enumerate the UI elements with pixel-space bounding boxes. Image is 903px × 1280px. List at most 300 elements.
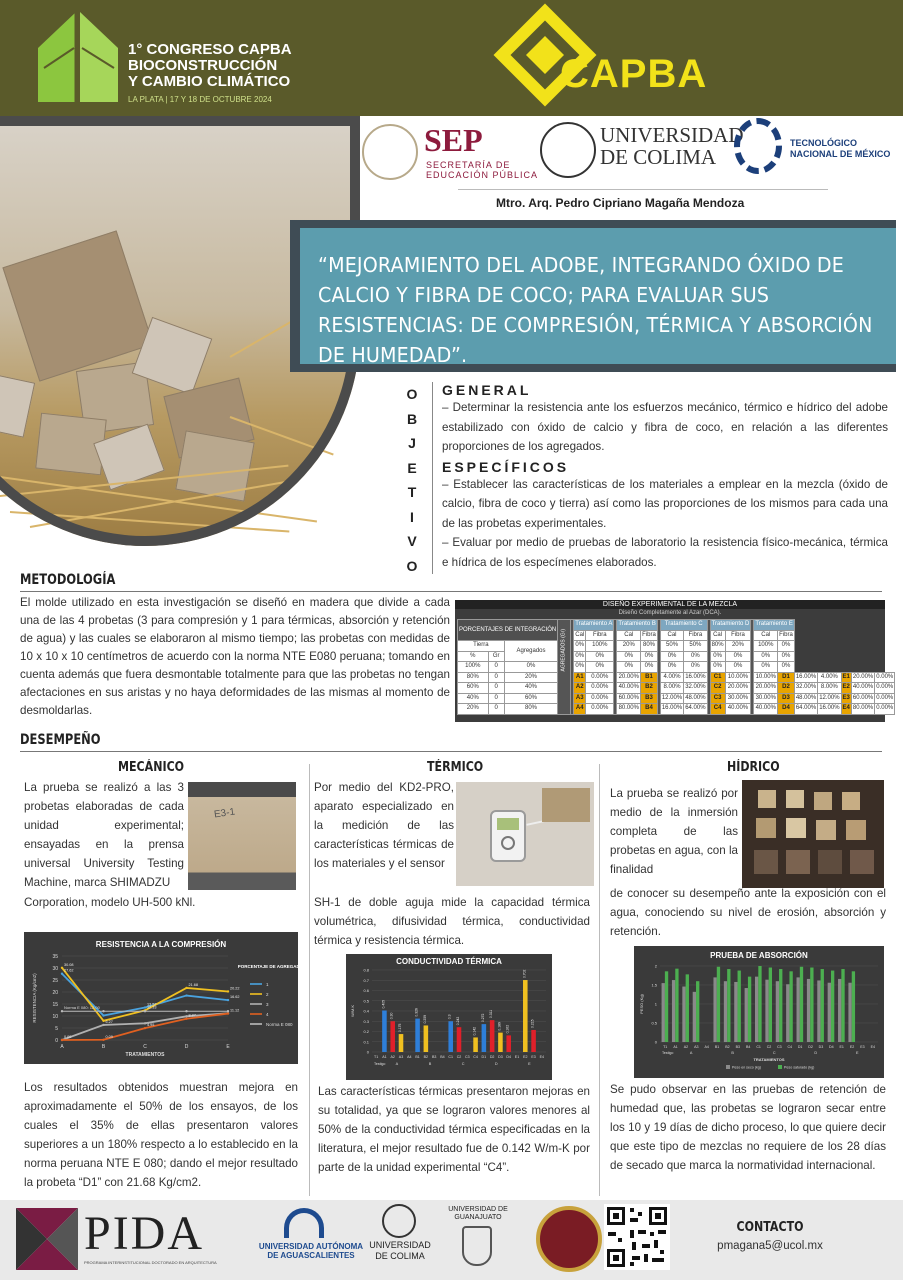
ugto-line1: UNIVERSIDAD DE (448, 1206, 508, 1213)
group-label: D (814, 1051, 818, 1055)
bar (686, 974, 689, 1042)
fibra-header: Fibra (725, 630, 751, 641)
x-tick-label: A2 (390, 1055, 395, 1059)
y-tick-label: 0.1 (363, 1039, 369, 1045)
data-label: 0.09 (105, 1034, 113, 1039)
data-label: 30.08 (64, 962, 74, 967)
y-tick-label: 0 (55, 1038, 58, 1044)
congress-title (128, 42, 292, 108)
x-tick-label: C (143, 1044, 147, 1050)
data-point (144, 1010, 146, 1012)
bar (415, 1019, 420, 1052)
bar (457, 1027, 462, 1052)
treatment-c-header: Tratamiento C (660, 620, 707, 631)
x-tick-label: A4 (407, 1055, 412, 1059)
data-label: 0.311 (489, 1009, 494, 1019)
sample-block (758, 790, 776, 808)
fibra-value: 0.00% (875, 693, 895, 704)
udc-line1: UNIVERSIDAD (369, 1240, 431, 1250)
x-tick-label: B1 (415, 1055, 420, 1059)
tecnm-line1: TECNOLÓGICO (790, 138, 857, 148)
device-dial (501, 836, 515, 850)
methodology-text: El molde utilizado en esta investigación se diseñó en madera que divide a cada una de las 4 probetas (3 para compresión y 1 para térmicas, absorción y retención de agua) y las cuales se elaboraron al mismo tiempo; las probetas con medidas de 10 x 10 x 10 centímetros de acuerdo con la norma NTE E080 peruana; tomando en cuenta además que fuera desmontable totalmente para que las probetas no tengan afectaciones en sus aristas y no haya deformidades de las mismas al momento de desmoldarlas. (20, 596, 450, 717)
data-label: 11.12 (230, 1008, 240, 1013)
legend-label: Peso saturado (kg) (784, 1065, 815, 1070)
mix-code: A1 (574, 672, 586, 683)
group-label: E (855, 1051, 859, 1055)
cal-pct: 0% (574, 641, 586, 652)
cal-header: Cal (754, 630, 778, 641)
x-tick-label: D4 (828, 1045, 834, 1049)
bar (498, 1033, 503, 1052)
fibra-value: 30.00% (754, 693, 778, 704)
y-tick-label: 1 (654, 1001, 657, 1007)
mix-code: B1 (641, 672, 658, 683)
data-point (102, 1020, 104, 1022)
mix-code: B2 (641, 683, 658, 694)
bar (523, 980, 528, 1052)
fibra-pct: 100% (586, 641, 614, 652)
chart-title: CONDUCTIVIDAD TÉRMICA (396, 957, 502, 966)
objetivo-letter: T (407, 484, 417, 500)
hidrico-text-1: La prueba se realizó por medio de la inmersión completa de las probetas en agua, con la finalidad (610, 787, 738, 876)
fibra-header: Fibra (684, 630, 707, 641)
data-point (102, 1039, 104, 1041)
mix-code: A3 (574, 693, 586, 704)
table-cell: 100% (458, 662, 489, 673)
sample-block (754, 850, 778, 874)
series-line (62, 968, 228, 1021)
general-text: – Determinar la resistencia ante los esfuerzos mecánico, térmico e hídrico del adobe estabilizado con óxido de calcio y fibra de coco, en relación a las diferentes proporciones de los agregados. (442, 401, 888, 453)
bar (786, 984, 789, 1042)
pida-logo-text: PIDA (84, 1207, 205, 1260)
fibra-value: 40.00% (754, 704, 778, 715)
mix-code: A4 (574, 704, 586, 715)
table-cell: 0 (488, 662, 504, 673)
cal-header: Cal (660, 630, 683, 641)
header-banner (0, 0, 903, 116)
y-tick-label: 0.5 (651, 1020, 657, 1026)
device-body (490, 810, 526, 862)
y-tick-label: 0 (654, 1039, 657, 1045)
x-tick-label: C1 (756, 1045, 761, 1049)
udc-line2: DE COLIMA (375, 1251, 425, 1261)
cal-value: 20.00% (725, 683, 751, 694)
x-tick-label: C1 (448, 1055, 454, 1059)
mix-code: E3 (841, 693, 851, 704)
cal-value: 10.00% (725, 672, 751, 683)
cal-value: 40.00% (725, 704, 751, 715)
table-row (458, 672, 895, 683)
sample-block (786, 818, 806, 838)
bar (758, 966, 761, 1042)
sep-subtitle (426, 160, 538, 180)
data-label: 0.405 (381, 999, 386, 1009)
bar (817, 980, 820, 1042)
data-point (144, 1022, 146, 1024)
column-divider (309, 764, 310, 1196)
data-point (227, 1010, 229, 1012)
tierra-header: Tierra (458, 641, 505, 652)
cal-value: 0.00% (586, 672, 614, 683)
data-point (185, 1015, 187, 1017)
y-tick-label: 0.4 (363, 1008, 369, 1014)
title-box (290, 220, 896, 372)
sample-block (850, 850, 874, 874)
chart-title: RESISTENCIA A LA COMPRESIÓN (95, 940, 227, 949)
legend-title: PORCENTAJE DE AGREGADOS (237, 964, 307, 969)
fibra-value: 4.00% (818, 672, 841, 683)
bar (789, 971, 792, 1042)
sample-block (814, 792, 832, 810)
fibra-value: 12.00% (818, 693, 841, 704)
legend-swatch (778, 1065, 782, 1069)
mix-table-grid: PORCENTAJES DE INTEGRACIÓN AGREGADOS (Gr) Tratamiento A Tratamiento B Tratamiento C Tratamiento D Tratamiento E Cal Fibra Cal Fibra Cal Fibra Cal Fibra Cal Fibra Tierra Agregados 0% 100% 20% 80% 50% 50% 80% 20% 100% 0% % Gr 0% 0% 0% 0% 0% 0% 0% 0% 0% 0% 100% 0 0% 0% 0% 0% 0% 0% 0% 0% 0% 0% 0% 80% 0 20% A1 0.00% 20.00% B1 4.00% 16.00% C1 10.00% 10.00% D1 16.00% 4.00% E1 20.00% 0.00% 60% 0 40% A2 0.00% 40.00% B2 8.00% 32.00% C2 20.00% 20.00% D2 32.00% 8.00% E2 40.00% 0.00% 40% 0 60% A3 0.00% 60.00% B3 12.00% 48.00% C3 30.00% 30.00% D3 48.00% 12.00% E3 60.00% 0.00% 20% 0 80% A4 0.00% 80.00% B4 16.00% 64.00% C4 40.00% 40.00% D4 64.00% 16.00% E4 80.00% 0.00% (457, 619, 895, 715)
integration-header: PORCENTAJES DE INTEGRACIÓN (458, 620, 558, 641)
table-cell: 0 (488, 683, 504, 694)
performance-heading: DESEMPEÑO (20, 732, 101, 748)
termico-text-2: SH-1 de doble aguja mide la capacidad térmica volumétrica, difusividad térmica, conductividad térmica y resistencia térmica. (314, 896, 590, 947)
sample-block (786, 790, 804, 808)
bar (852, 971, 855, 1042)
group-label: E (528, 1062, 531, 1066)
data-label: 0.189 (497, 1022, 502, 1031)
cal-value: 32.00% (794, 683, 817, 694)
x-tick-label: C4 (473, 1055, 478, 1059)
group-label: C (461, 1062, 465, 1066)
sep-logo-text: SEP (424, 122, 483, 158)
table-cell: 20% (458, 704, 489, 715)
mix-code: E4 (841, 704, 851, 715)
udec-seal-icon (540, 122, 596, 178)
legend-label: Peso en seco (kg) (732, 1065, 761, 1070)
mix-code: D1 (778, 672, 795, 683)
data-label: 16.62 (230, 995, 240, 1000)
fibra-value: 16.00% (684, 672, 707, 683)
data-point (144, 1006, 146, 1008)
bar (665, 971, 668, 1042)
performance-rule (20, 751, 882, 752)
x-tick-label: C3 (777, 1045, 782, 1049)
bar (807, 979, 810, 1042)
bar (797, 977, 800, 1042)
column-divider (599, 764, 600, 1196)
bar (482, 1024, 487, 1052)
compression-chart (24, 932, 307, 1064)
fibra-pct: 80% (641, 641, 658, 652)
table-cell: 0 (488, 672, 504, 683)
y-tick-label: 0.8 (363, 967, 369, 973)
absorption-samples-photo (742, 780, 884, 888)
cal-value: 48.00% (794, 693, 817, 704)
data-point (102, 1010, 104, 1012)
x-tick-label: E3 (531, 1055, 536, 1059)
conductivity-chart (346, 954, 552, 1080)
bar (745, 988, 748, 1042)
x-tick-label: E1 (514, 1055, 520, 1059)
data-label: 0.242 (456, 1016, 460, 1026)
data-label: 20.22 (230, 986, 240, 991)
capba-brand-text: CAPBA (560, 52, 708, 96)
x-tick-label: A3 (694, 1045, 699, 1049)
kd2-pro-device-photo (456, 782, 594, 886)
y-tick-label: 0.3 (363, 1018, 369, 1024)
bar (662, 983, 665, 1042)
data-label: 21.68 (188, 982, 199, 987)
data-label: 27.62 (64, 968, 74, 973)
x-tick-label: E4 (539, 1055, 545, 1059)
x-tick-label: T1 (663, 1045, 668, 1049)
bar (810, 968, 813, 1042)
y-tick-label: 10 (52, 1014, 58, 1020)
data-point (61, 973, 63, 975)
fibra-value: 40.00% (617, 683, 641, 694)
x-tick-label: C2 (456, 1055, 462, 1059)
sample-block (846, 820, 866, 840)
mecanico-text-2: Corporation, modelo UH-500 kNl. (24, 896, 196, 909)
bar (841, 969, 844, 1042)
agregados-header: Agregados (504, 641, 557, 662)
objetivo-vertical-label (404, 382, 420, 578)
fibra-value: 32.00% (684, 683, 707, 694)
bar (696, 981, 699, 1042)
mix-code: D2 (778, 683, 795, 694)
data-label: 0.215 (530, 1019, 535, 1028)
fibra-value: 0.00% (875, 672, 895, 683)
mix-code: A2 (574, 683, 586, 694)
table-cell: 80% (458, 672, 489, 683)
x-tick-label: A1 (382, 1055, 387, 1059)
y-tick-label: 20 (52, 990, 58, 996)
x-tick-label: D3 (818, 1045, 824, 1049)
group-label: D (494, 1062, 498, 1066)
congress-line2: BIOCONSTRUCCIÓN (128, 57, 278, 74)
conductivity-chart-svg (346, 954, 552, 1080)
x-tick-label: D2 (489, 1055, 495, 1059)
data-label: 13.52 (147, 1002, 157, 1007)
legend-label: 1 (266, 982, 269, 987)
data-label: 0.272 (480, 1013, 485, 1023)
x-tick-label: E4 (870, 1045, 876, 1049)
x-sub-label: Testigo (374, 1062, 386, 1066)
data-label: 0.175 (398, 1023, 402, 1033)
congress-line1: 1° CONGRESO CAPBA (128, 41, 292, 58)
mix-code: C1 (710, 672, 725, 683)
mix-code: C3 (710, 693, 725, 704)
x-tick-label: B1 (714, 1045, 720, 1049)
x-tick-label: A1 (673, 1045, 678, 1049)
fibra-value: 80.00% (617, 704, 641, 715)
termico-heading: TÉRMICO (427, 760, 484, 775)
table-cell: 40% (504, 683, 557, 694)
table-cell: 0% (504, 662, 557, 673)
table-cell: 60% (504, 693, 557, 704)
fibra-pct: 50% (684, 641, 707, 652)
cal-value: 16.00% (660, 704, 683, 715)
qr-code-icon[interactable] (604, 1204, 670, 1270)
mix-design-table (455, 600, 894, 722)
logos-divider (458, 189, 828, 190)
cal-value: 30.00% (725, 693, 751, 704)
x-tick-label: D3 (498, 1055, 503, 1059)
group-label: B (428, 1062, 432, 1066)
author-name: Mtro. Arq. Pedro Cipriano Magaña Mendoza (496, 196, 745, 210)
general-heading: GENERAL (442, 382, 532, 398)
bar (448, 1021, 453, 1052)
ugto-logo-text (440, 1206, 516, 1222)
bar (717, 967, 720, 1042)
data-label: 0.00 (64, 1035, 72, 1039)
data-point (227, 1012, 229, 1014)
x-tick-label: B2 (725, 1045, 730, 1049)
fibra-value: 0.00% (875, 704, 895, 715)
title-panel (300, 228, 896, 367)
fibra-value: 48.00% (684, 693, 707, 704)
cal-value: 40.00% (851, 683, 874, 694)
cal-header: Cal (710, 630, 725, 641)
table-cell: 80% (504, 704, 557, 715)
bar (828, 983, 831, 1042)
table-cell: 0 (488, 704, 504, 715)
bar (734, 982, 737, 1042)
compression-test-photo (188, 782, 296, 890)
x-tick-label: B4 (440, 1055, 445, 1059)
congress-line3: Y CAMBIO CLIMÁTICO (128, 73, 291, 90)
table-cell: 0 (488, 693, 504, 704)
data-point (102, 1014, 104, 1016)
data-point (227, 999, 229, 1001)
mecanico-text-1: La prueba se realizó a las 3 probetas elaboradas de cada unidad experimental; ensayadas en la prensa universal University Testing Machine, marca SHIMADZU (24, 781, 184, 889)
pida-logo-icon (16, 1208, 78, 1270)
fibra-value: 20.00% (754, 683, 778, 694)
bar (800, 967, 803, 1042)
objetivo-letter: O (406, 557, 418, 574)
table-cell: 60% (458, 683, 489, 694)
fibra-pct: 20% (725, 641, 751, 652)
data-label: 0.3 (447, 1014, 452, 1020)
uaa-line1: UNIVERSIDAD AUTÓNOMA (258, 1242, 364, 1251)
cal-pct: 100% (754, 641, 778, 652)
bar (738, 971, 741, 1042)
hidrico-heading: HÍDRICO (727, 760, 780, 775)
treatment-e-header: Tratamiento E (754, 620, 794, 631)
bar (693, 992, 696, 1042)
objetivo-letter: V (407, 533, 417, 549)
cal-value: 0.00% (586, 693, 614, 704)
legend-label: 4 (266, 1012, 269, 1017)
objectives-content (442, 382, 888, 572)
mexico-seal-icon (362, 124, 418, 180)
bar (424, 1025, 429, 1052)
sample-block (786, 850, 810, 874)
sep-sub-line1: SECRETARÍA DE (426, 160, 511, 170)
bar (675, 969, 678, 1042)
fibra-header: Fibra (586, 630, 614, 641)
ugto-crest-icon (462, 1226, 492, 1266)
y-tick-label: 35 (52, 954, 58, 960)
contact-heading: CONTACTO (736, 1220, 804, 1235)
x-tick-label: E2 (849, 1045, 855, 1049)
data-label: 0.702 (522, 969, 527, 979)
data-point (185, 987, 187, 989)
y-tick-label: 0.2 (363, 1029, 369, 1034)
sample-block (842, 792, 860, 810)
bar (390, 1021, 395, 1052)
bar (838, 979, 841, 1042)
fibra-value: 60.00% (617, 693, 641, 704)
device-screen (497, 818, 519, 830)
group-label: A (689, 1051, 693, 1055)
data-point (185, 1018, 187, 1020)
cal-value: 16.00% (794, 672, 817, 683)
absorption-chart-svg (634, 946, 884, 1078)
bar (490, 1020, 495, 1052)
bar (531, 1030, 536, 1052)
x-tick-label: C2 (766, 1045, 772, 1049)
bar (473, 1037, 478, 1052)
x-axis-label: TRATAMIENTOS (125, 1052, 165, 1058)
fibra-pct: 0% (778, 641, 795, 652)
mix-code: D4 (778, 704, 795, 715)
y-tick-label: 25 (52, 978, 58, 984)
mix-table-subtitle: Diseño Completamente al Azar (DCA). (618, 610, 722, 616)
tecnm-gear-icon (734, 118, 782, 174)
table-cell: 40% (458, 693, 489, 704)
data-point (185, 1010, 187, 1012)
data-label: 8.87 (188, 1013, 196, 1018)
x-tick-label: B (101, 1044, 106, 1050)
y-axis-label: PESO (Kg) (639, 994, 644, 1014)
mix-code: D3 (778, 693, 795, 704)
y-tick-label: 15 (52, 1002, 58, 1008)
contact-email[interactable]: pmagana5@ucol.mx (717, 1240, 823, 1252)
methodology-rule (20, 591, 882, 592)
y-axis-label: W/M.K (350, 1005, 355, 1017)
x-tick-label: E (226, 1044, 230, 1050)
data-point (61, 1039, 63, 1041)
table-row (458, 704, 895, 715)
bar (682, 987, 685, 1042)
y-tick-label: 0.5 (363, 998, 369, 1004)
x-tick-label: B3 (735, 1045, 741, 1049)
y-tick-label: 0.7 (363, 977, 369, 983)
compression-chart-svg (24, 932, 307, 1064)
objetivo-letter: J (408, 435, 416, 451)
cal-value: 8.00% (660, 683, 683, 694)
cal-value: 80.00% (851, 704, 874, 715)
data-label: 12.33 (147, 1005, 157, 1010)
group-label: A (395, 1062, 399, 1066)
absorption-chart (634, 946, 884, 1078)
x-tick-label: D (184, 1044, 189, 1050)
specific-heading: ESPECÍFICOS (442, 458, 570, 475)
y-tick-label: 0 (366, 1049, 369, 1055)
series-line (62, 1014, 228, 1040)
mix-code: E1 (841, 672, 851, 683)
data-point (144, 1027, 146, 1029)
bar (776, 981, 779, 1042)
cal-value: 64.00% (794, 704, 817, 715)
institution-logos (362, 118, 892, 188)
agregados-vertical-label: AGREGADOS (Gr) (560, 629, 567, 672)
cal-value: 12.00% (660, 693, 683, 704)
fibra-value: 10.00% (754, 672, 778, 683)
data-label: 0.142 (472, 1026, 477, 1036)
table-row (458, 693, 895, 704)
fibra-header: Fibra (641, 630, 658, 641)
bar (382, 1010, 387, 1052)
fibra-value: 16.00% (818, 704, 841, 715)
